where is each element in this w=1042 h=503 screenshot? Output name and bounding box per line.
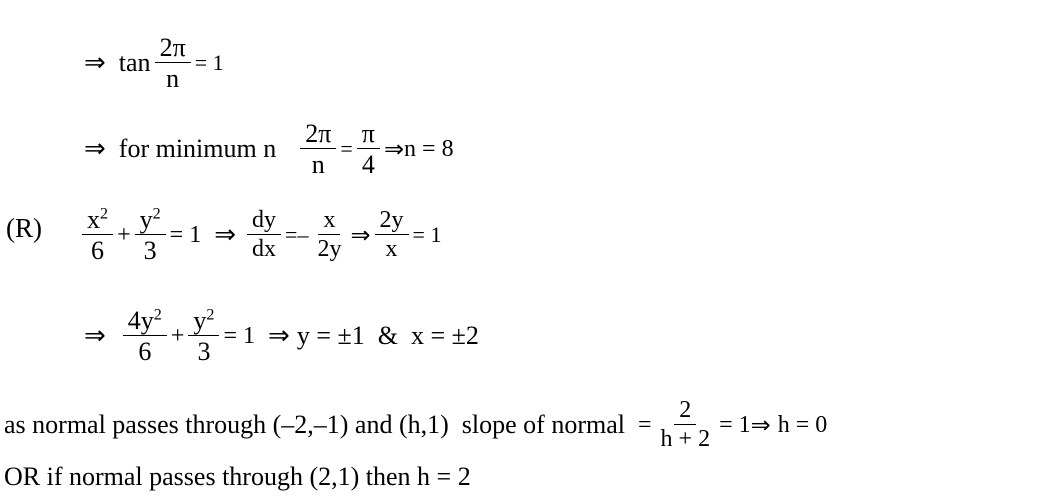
implies-arrow: ⇒	[84, 134, 106, 165]
fraction-numerator: 2π	[155, 34, 191, 63]
numerator-exponent: 2	[206, 306, 215, 324]
fraction-denominator: 3	[197, 337, 211, 367]
equals-one: = 1	[194, 50, 224, 76]
fraction-numerator: 2	[674, 398, 696, 425]
n-equals-8: n = 8	[404, 135, 454, 162]
equals-one: = 1	[719, 411, 751, 438]
fraction-numerator: 2π	[300, 120, 336, 149]
fraction-numerator	[82, 206, 113, 235]
minus-sign: –	[297, 222, 309, 248]
fraction-denominator: 2y	[317, 236, 342, 263]
fraction-numerator	[123, 307, 167, 336]
fraction-x-over-2y	[312, 208, 346, 262]
fraction-y2-over-3	[135, 206, 166, 265]
fraction-denominator: x	[385, 236, 398, 263]
plus-sign: +	[117, 221, 131, 248]
fraction-numerator: x	[318, 208, 340, 235]
tan-function: tan	[118, 48, 151, 78]
equals-one: = 1	[223, 322, 256, 349]
plus-sign: +	[170, 322, 185, 349]
implies-arrow: ⇒	[84, 48, 106, 79]
numerator-base: x	[87, 205, 100, 234]
h-equals-0: h = 0	[777, 411, 828, 438]
part-label-R	[6, 213, 42, 244]
numerator-exponent: 2	[153, 306, 162, 324]
math-line-5	[4, 398, 827, 452]
implies-arrow: ⇒	[84, 321, 106, 352]
fraction-numerator: 2y	[375, 208, 409, 235]
fraction-denominator: n	[311, 150, 325, 180]
implies-arrow-2: ⇒	[350, 221, 371, 250]
label-text: (R)	[6, 213, 42, 243]
implies-arrow-2: ⇒	[383, 135, 405, 164]
fraction-y2-over-3	[188, 307, 219, 366]
equals-one-2: = 1	[412, 222, 442, 248]
fraction-numerator	[135, 206, 166, 235]
alternative-case-text: OR if normal passes through (2,1) then h = 2	[4, 462, 471, 491]
fraction-4y2-over-6	[123, 307, 167, 366]
fraction-numerator	[188, 307, 219, 336]
implies-arrow: ⇒	[214, 220, 237, 251]
fraction-2-over-h-plus-2	[656, 398, 716, 452]
minimum-n-text: for minimum n	[118, 134, 277, 164]
fraction-numerator: π	[357, 120, 380, 149]
fraction-pi-over-4	[357, 120, 380, 179]
numerator-base: y	[139, 205, 153, 234]
fraction-denominator: 6	[91, 236, 105, 266]
fraction-denominator: 6	[138, 337, 152, 367]
fraction-denominator: 3	[143, 236, 157, 266]
equals-sign: =	[340, 136, 353, 162]
math-line-4	[84, 307, 479, 366]
fraction-dy-over-dx	[247, 208, 281, 262]
fraction-x2-over-6	[82, 206, 113, 265]
equals-one: = 1	[169, 221, 202, 248]
fraction-numerator: dy	[247, 208, 281, 235]
implies-arrow: ⇒	[750, 411, 771, 440]
tan-expression	[119, 34, 224, 93]
fraction-2pi-over-n	[155, 34, 191, 93]
solution-values: y = ±1 & x = ±2	[296, 321, 479, 351]
numerator-base: 4y	[127, 306, 154, 335]
normal-passes-text: as normal passes through (–2,–1) and (h,1) slope of normal	[4, 410, 625, 440]
numerator-base: y	[193, 306, 207, 335]
numerator-exponent: 2	[152, 205, 161, 223]
implies-arrow-2: ⇒	[268, 321, 290, 352]
equals-sign: =	[285, 222, 298, 248]
fraction-denominator: n	[166, 64, 180, 94]
math-line-1	[84, 34, 224, 93]
fraction-2pi-over-n	[300, 120, 336, 179]
fraction-2y-over-x	[375, 208, 409, 262]
fraction-denominator: 4	[361, 150, 375, 180]
math-line-2	[84, 120, 454, 179]
math-line-6	[4, 462, 471, 492]
fraction-denominator: dx	[252, 236, 277, 263]
math-line-3	[78, 206, 441, 265]
equals-sign: =	[637, 411, 652, 438]
numerator-exponent: 2	[100, 205, 109, 223]
fraction-denominator: h + 2	[660, 426, 711, 453]
